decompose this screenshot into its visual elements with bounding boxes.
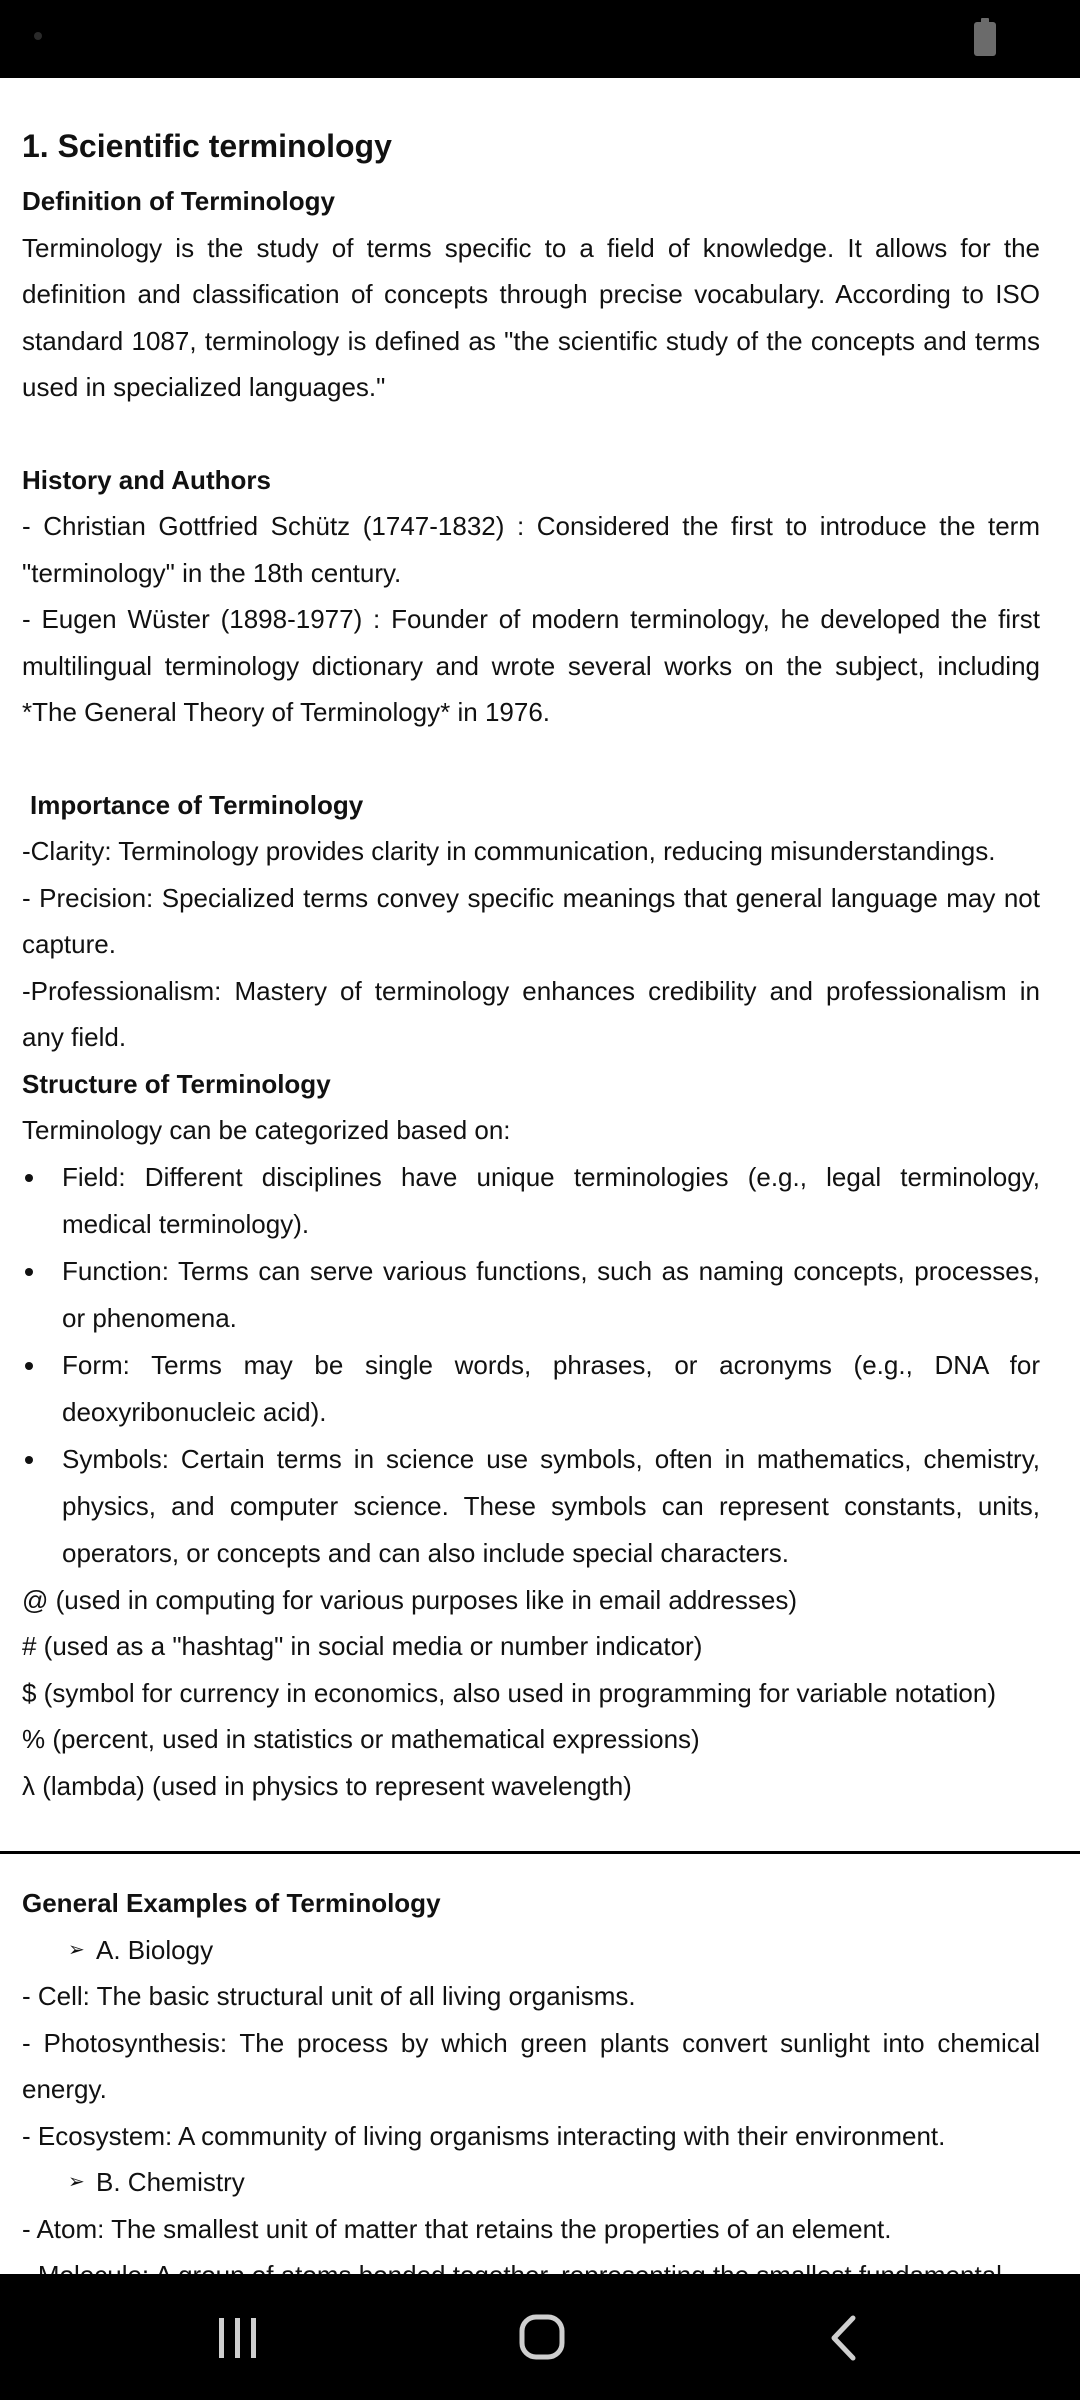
symbol-line: % (percent, used in statistics or mathematical expressions) — [22, 1724, 700, 1754]
home-button[interactable] — [480, 2274, 600, 2400]
chemistry-subheading — [22, 2159, 1040, 2206]
chemistry-item: - Atom: The smallest unit of matter that retains the properties of an element. — [22, 2213, 892, 2244]
navigation-bar — [0, 2274, 1080, 2400]
symbol-line: λ (lambda) (used in physics to represent wavelength) — [22, 1770, 632, 1801]
battery-icon — [974, 22, 996, 56]
arrow-bullet-icon: ➢ — [68, 1938, 85, 1961]
home-icon — [480, 2274, 600, 2400]
list-item: Field: Different disciplines have unique terminologies (e.g., legal terminology, medical terminology). — [22, 1154, 1040, 1248]
document-content — [0, 78, 1080, 2299]
definition-paragraph: Terminology is the study of terms specific to a field of knowledge. It allows for the definition and classification of concepts through precise vocabulary. According to ISO standard 1087, terminology is defined as "the scientific study of the concepts and terms used in specialized languages." — [22, 232, 1040, 402]
chemistry-label: B. Chemistry — [96, 2167, 245, 2197]
structure-heading: Structure of Terminology — [22, 1068, 331, 1099]
importance-item: -Professionalism: Mastery of terminology enhances credibility and professionalism in any field. — [22, 975, 1040, 1052]
biology-item: - Ecosystem: A community of living organisms interacting with their environment. — [22, 2120, 946, 2151]
history-item: - Eugen Wüster (1898-1977) : Founder of modern terminology, he developed the first multilingual terminology dictionary and wrote several works on the subject, including *The General Theory of Terminology* in 1976. — [22, 604, 1040, 727]
importance-item: -Clarity: Terminology provides clarity in communication, reducing misunderstandings. — [22, 836, 996, 866]
structure-intro: Terminology can be categorized based on: — [22, 1115, 511, 1145]
recent-apps-button[interactable] — [177, 2274, 297, 2400]
arrow-bullet-icon: ➢ — [68, 2171, 85, 2193]
recent-apps-icon — [177, 2274, 297, 2400]
importance-item: - Precision: Specialized terms convey specific meanings that general language may not capture. — [22, 882, 1040, 959]
list-item: Form: Terms may be single words, phrases, or acronyms (e.g., DNA for deoxyribonucleic acid). — [22, 1342, 1040, 1436]
symbol-line: $ (symbol for currency in economics, also used in programming for variable notation) — [22, 1677, 996, 1708]
document-view[interactable] — [0, 78, 1080, 2274]
definition-heading: Definition of Terminology — [22, 186, 335, 216]
symbol-line: @ (used in computing for various purposes like in email addresses) — [22, 1584, 797, 1615]
back-icon — [783, 2274, 903, 2400]
biology-label: A. Biology — [96, 1934, 214, 1965]
biology-item: - Photosynthesis: The process by which green plants convert sunlight into chemical energy. — [22, 2027, 1040, 2104]
list-item: Symbols: Certain terms in science use symbols, often in mathematics, chemistry, physics, and computer science. These symbols can represent constants, units, operators, or concepts and can also include special characters. — [22, 1436, 1040, 1577]
notification-dot — [34, 32, 42, 40]
status-bar — [0, 0, 1080, 78]
document-title: 1. Scientific terminology — [22, 128, 392, 164]
biology-subheading — [22, 1927, 1040, 1974]
back-button[interactable] — [783, 2274, 903, 2400]
examples-heading: General Examples of Terminology — [22, 1888, 441, 1918]
history-heading: History and Authors — [22, 464, 271, 495]
structure-list — [22, 1154, 1040, 1577]
list-item: Function: Terms can serve various functions, such as naming concepts, processes, or phenomena. — [22, 1248, 1040, 1342]
symbol-line: # (used as a "hashtag" in social media or number indicator) — [22, 1631, 703, 1661]
importance-heading: Importance of Terminology — [30, 789, 364, 820]
biology-item: - Cell: The basic structural unit of all living organisms. — [22, 1981, 636, 2011]
history-item: - Christian Gottfried Schütz (1747-1832) : Considered the first to introduce the term "terminology" in the 18th century. — [22, 511, 1040, 588]
page-divider — [0, 1851, 1080, 1854]
